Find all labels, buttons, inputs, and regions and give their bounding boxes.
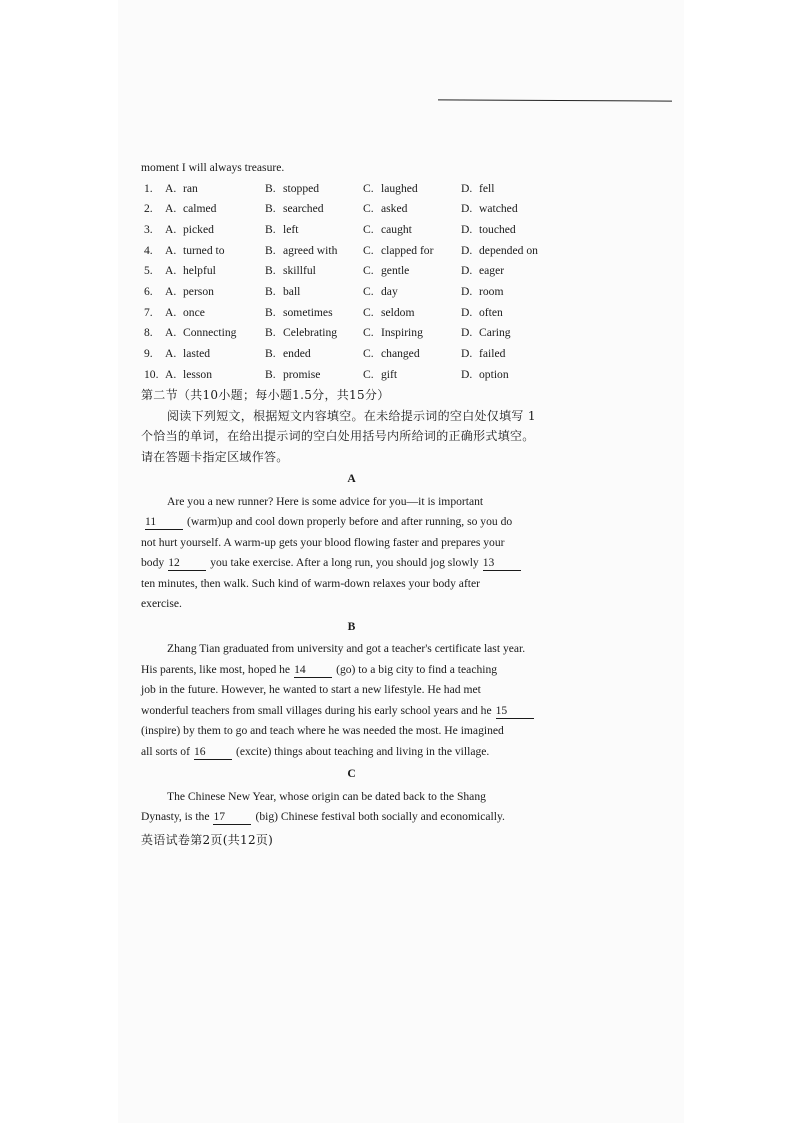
option-choice (265, 179, 319, 200)
blank-16[interactable]: 16 (194, 744, 232, 760)
passage-b-text: (excite) things about teaching and living in the village. (235, 744, 490, 758)
option-choice (363, 261, 409, 282)
option-text: person (183, 284, 214, 298)
option-text: left (283, 222, 299, 236)
option-choice (265, 303, 333, 324)
option-choice (165, 261, 216, 282)
option-letter: B. (265, 284, 276, 298)
option-text: laughed (381, 181, 418, 195)
option-text: seldom (381, 305, 415, 319)
option-choice (265, 261, 316, 282)
question-number: 4. (144, 243, 153, 257)
option-choice (363, 365, 397, 386)
option-text: failed (479, 347, 506, 360)
option-letter: A. (165, 243, 177, 257)
option-letter: B. (265, 347, 276, 360)
blank-15[interactable]: 15 (496, 703, 534, 719)
question-number: 2. (144, 202, 153, 216)
option-letter: A. (165, 367, 177, 381)
option-text: Caring (479, 326, 511, 340)
option-letter: D. (461, 222, 473, 236)
option-row (141, 220, 562, 241)
option-text: asked (381, 202, 408, 216)
question-number: 1. (144, 181, 153, 195)
passage-c-line (141, 807, 562, 828)
option-choice (363, 344, 420, 365)
option-letter: A. (165, 305, 177, 319)
option-text: searched (283, 202, 324, 216)
blank-13[interactable]: 13 (483, 555, 521, 571)
passage-a-line: Are you a new runner? Here is some advice for you—it is important (167, 494, 484, 508)
blank-12[interactable]: 12 (168, 555, 206, 571)
passage-b-text: all sorts of (141, 744, 190, 758)
option-letter: D. (461, 284, 473, 298)
option-row (141, 344, 562, 365)
option-choice (165, 199, 216, 220)
option-row (141, 365, 562, 386)
option-text: option (479, 367, 509, 381)
option-choice (461, 241, 538, 262)
passage-b-line: job in the future. However, he wanted to start a new lifestyle. He had met (141, 683, 481, 697)
option-choice (363, 303, 415, 324)
option-letter: C. (363, 305, 374, 319)
option-text: skillful (283, 264, 316, 278)
option-text: changed (381, 347, 420, 360)
question-number: 6. (144, 284, 153, 298)
section2-instruction: 个恰当的单词，在给出提示词的空白处用括号内所给词的正确形式填空。 (141, 429, 535, 444)
option-letter: B. (265, 222, 276, 236)
option-text: once (183, 305, 205, 319)
passage-a-line (141, 512, 562, 533)
option-letter: D. (461, 181, 473, 195)
option-text: Celebrating (283, 326, 338, 340)
option-text: stopped (283, 181, 320, 195)
option-choice (265, 282, 300, 303)
option-letter: D. (461, 305, 473, 319)
option-choice (363, 282, 398, 303)
passage-b-line: Zhang Tian graduated from university and got a teacher's certificate last year. (167, 642, 526, 656)
option-letter: A. (165, 202, 177, 216)
option-letter: C. (363, 222, 374, 236)
option-text: promise (283, 367, 321, 381)
option-choice (461, 303, 503, 324)
option-choice (265, 344, 311, 365)
option-text: watched (479, 202, 518, 216)
option-choice (363, 220, 412, 241)
passage-a-heading: A (347, 472, 356, 486)
option-choice (461, 179, 494, 200)
option-row (141, 323, 562, 344)
option-row (141, 303, 562, 324)
section2-instruction: 请在答题卡指定区域作答。 (141, 449, 289, 464)
option-text: fell (479, 181, 495, 195)
option-choice (265, 365, 320, 386)
option-choice (363, 241, 433, 262)
option-text: Connecting (183, 326, 237, 340)
option-choice (265, 323, 337, 344)
option-choice (461, 220, 516, 241)
blank-11[interactable]: 11 (145, 514, 183, 530)
option-choice (461, 282, 503, 303)
passage-a-line: exercise. (141, 597, 182, 611)
option-choice (363, 199, 407, 220)
option-choice (265, 199, 324, 220)
question-number: 10. (144, 367, 159, 381)
option-letter: B. (265, 305, 276, 319)
option-letter: C. (363, 264, 374, 278)
option-letter: C. (363, 243, 374, 257)
option-choice (165, 344, 210, 365)
option-choice (265, 220, 298, 241)
option-text: touched (479, 222, 516, 236)
passage-a-text: body (141, 556, 165, 570)
option-text: agreed with (283, 243, 338, 257)
option-choice (165, 365, 212, 386)
question-number: 3. (144, 222, 153, 236)
option-letter: D. (461, 264, 473, 278)
option-letter: A. (165, 284, 177, 298)
option-letter: D. (461, 347, 473, 360)
option-row (141, 241, 562, 262)
option-letter: B. (265, 264, 276, 278)
option-letter: B. (265, 367, 276, 381)
passage-c-heading: C (347, 767, 356, 781)
option-choice (461, 365, 509, 386)
option-choice (461, 199, 518, 220)
option-text: room (479, 284, 504, 298)
option-choice (461, 261, 504, 282)
question-number: 7. (144, 305, 153, 319)
passage-b-line: (inspire) by them to go and teach where he was needed the most. He imagined (141, 724, 504, 738)
option-letter: C. (363, 367, 374, 381)
page-footer: 英语试卷第2页(共12页) (141, 832, 274, 847)
passage-b-line (141, 742, 562, 763)
option-row (141, 179, 562, 200)
options-list (141, 179, 562, 386)
option-choice (363, 179, 418, 200)
blank-14[interactable]: 14 (294, 662, 332, 678)
option-letter: D. (461, 243, 473, 257)
option-choice (165, 282, 214, 303)
passage-b-heading: B (347, 619, 356, 633)
section2-title: 第二节（共10小题；每小题1.5分，共15分） (141, 388, 390, 403)
passage-a-line: ten minutes, then walk. Such kind of warm-down relaxes your body after (141, 576, 481, 590)
option-letter: D. (461, 202, 473, 216)
option-letter: C. (363, 284, 374, 298)
passage-b-text: His parents, like most, hoped he (141, 662, 291, 676)
option-text: gift (381, 367, 398, 381)
option-choice (165, 220, 214, 241)
option-choice (165, 303, 205, 324)
option-letter: C. (363, 181, 374, 195)
intro-line: moment I will always treasure. (141, 161, 285, 174)
passage-b-line (141, 701, 562, 722)
option-text: often (479, 305, 503, 319)
passage-b-line (141, 660, 562, 681)
passage-a-line (141, 553, 562, 574)
option-choice (265, 241, 337, 262)
option-text: depended on (479, 243, 538, 257)
option-row (141, 199, 562, 220)
option-text: ended (283, 347, 311, 360)
option-text: turned to (183, 243, 225, 257)
option-text: clapped for (381, 243, 434, 257)
option-row (141, 282, 562, 303)
passage-b-text: (go) to a big city to find a teaching (336, 662, 498, 676)
option-text: ball (283, 284, 301, 298)
passage-b-text: wonderful teachers from small villages during his early school years and he (141, 703, 492, 717)
option-letter: A. (165, 181, 177, 195)
option-choice (461, 323, 511, 344)
option-letter: B. (265, 243, 276, 257)
option-letter: A. (165, 222, 177, 236)
option-letter: B. (265, 181, 276, 195)
option-text: picked (183, 222, 214, 236)
option-choice (165, 179, 198, 200)
option-text: ran (183, 181, 198, 195)
option-text: helpful (183, 264, 216, 278)
passage-c-line: The Chinese New Year, whose origin can be dated back to the Shang (167, 789, 486, 803)
option-text: eager (479, 264, 505, 278)
passage-c-text: (big) Chinese festival both socially and economically. (255, 810, 505, 824)
option-text: calmed (183, 202, 217, 216)
question-number: 9. (144, 347, 153, 360)
option-letter: C. (363, 347, 374, 360)
exam-content (141, 158, 562, 850)
passage-a-text: (warm)up and cool down properly before and after running, so you do (187, 515, 513, 529)
option-text: lasted (183, 347, 211, 360)
option-letter: C. (363, 326, 374, 340)
option-text: sometimes (283, 305, 333, 319)
option-letter: D. (461, 326, 473, 340)
option-text: lesson (183, 367, 212, 381)
blank-17[interactable]: 17 (213, 809, 251, 825)
question-number: 8. (144, 326, 153, 340)
option-choice (165, 323, 236, 344)
option-letter: A. (165, 326, 177, 340)
option-choice (165, 241, 225, 262)
option-text: caught (381, 222, 412, 236)
passage-a-text: you take exercise. After a long run, you should jog slowly (210, 556, 479, 570)
passage-c-text: Dynasty, is the (141, 810, 210, 824)
question-number: 5. (144, 264, 153, 278)
option-letter: B. (265, 326, 276, 340)
option-letter: B. (265, 202, 276, 216)
option-letter: A. (165, 347, 177, 360)
option-choice (363, 323, 423, 344)
option-text: day (381, 284, 398, 298)
option-text: gentle (381, 264, 410, 278)
option-choice (461, 344, 505, 365)
passage-a-line: not hurt yourself. A warm-up gets your blood flowing faster and prepares your (141, 535, 505, 549)
option-row (141, 261, 562, 282)
section2-instruction: 阅读下列短文，根据短文内容填空。在未给提示词的空白处仅填写 1 (167, 408, 536, 423)
option-letter: A. (165, 264, 177, 278)
option-text: Inspiring (381, 326, 423, 340)
option-letter: C. (363, 202, 374, 216)
option-letter: D. (461, 367, 473, 381)
